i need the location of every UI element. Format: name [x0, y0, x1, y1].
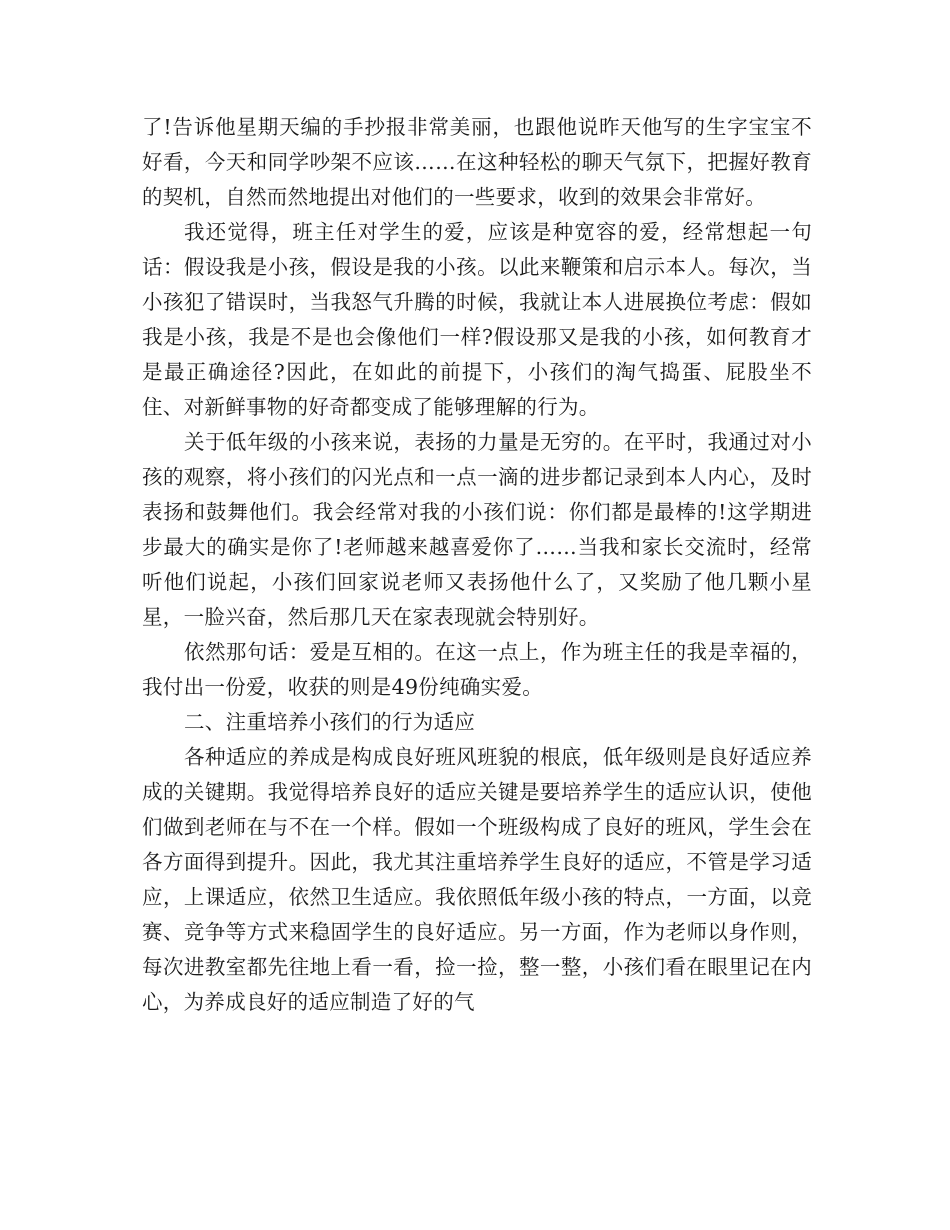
- paragraph-tolerant-love: 我还觉得，班主任对学生的爱，应该是种宽容的爱，经常想起一句话：假设我是小孩，假设是我的小孩。以此来鞭策和启示本人。每次，当小孩犯了错误时，当我怒气升腾的时候，我就让本人进展换位考虑：假如我是小孩，我是不是也会像他们一样?假设那又是我的小孩，如何教育才是最正确途径?因此，在如此的前提下，小孩们的淘气捣蛋、屁股坐不住、对新鲜事物的好奇都变成了能够理解的行为。: [142, 220, 812, 419]
- paragraph-praise: 关于低年级的小孩来说，表扬的力量是无穷的。在平时，我通过对小孩的观察，将小孩们的闪光点和一点一滴的进步都记录到本人内心，及时表扬和鼓舞他们。我会经常对我的小孩们说：你们都是最棒的!这学期进步最大的确实是你了!老师越来越喜爱你了……当我和家长交流时，经常听他们说起，小孩们回家说老师又表扬他什么了，又奖励了他几颗小星星，一脸兴奋，然后那几天在家表现就会特别好。: [142, 430, 812, 629]
- section-heading: 二、注重培养小孩们的行为适应: [184, 710, 476, 734]
- document-page: [142, 110, 812, 1020]
- paragraph-habits: 各种适应的养成是构成良好班风班貌的根底，低年级则是良好适应养成的关键期。我觉得培养良好的适应关键是要培养学生的适应认识，使他们做到老师在与不在一个样。假如一个班级构成了良好的班风，学生会在各方面得到提升。因此，我尤其注重培养学生良好的适应，不管是学习适应，上课适应，依然卫生适应。我依照低年级小孩的特点，一方面，以竞赛、竞争等方式来稳固学生的良好适应。另一方面，作为老师以身作则，每次进教室都先往地上看一看，捡一捡，整一整，小孩们看在眼里记在内心，为养成良好的适应制造了好的气: [142, 745, 812, 1014]
- paragraph-mutual-love: 依然那句话：爱是互相的。在这一点上，作为班主任的我是幸福的，我付出一份爱，收获的则是49份纯确实爱。: [142, 640, 812, 699]
- paragraph-continuation: 了!告诉他星期天编的手抄报非常美丽，也跟他说昨天他写的生字宝宝不好看，今天和同学吵架不应该……在这种轻松的聊天气氛下，把握好教育的契机，自然而然地提出对他们的一些要求，收到的效果会非常好。: [142, 115, 812, 209]
